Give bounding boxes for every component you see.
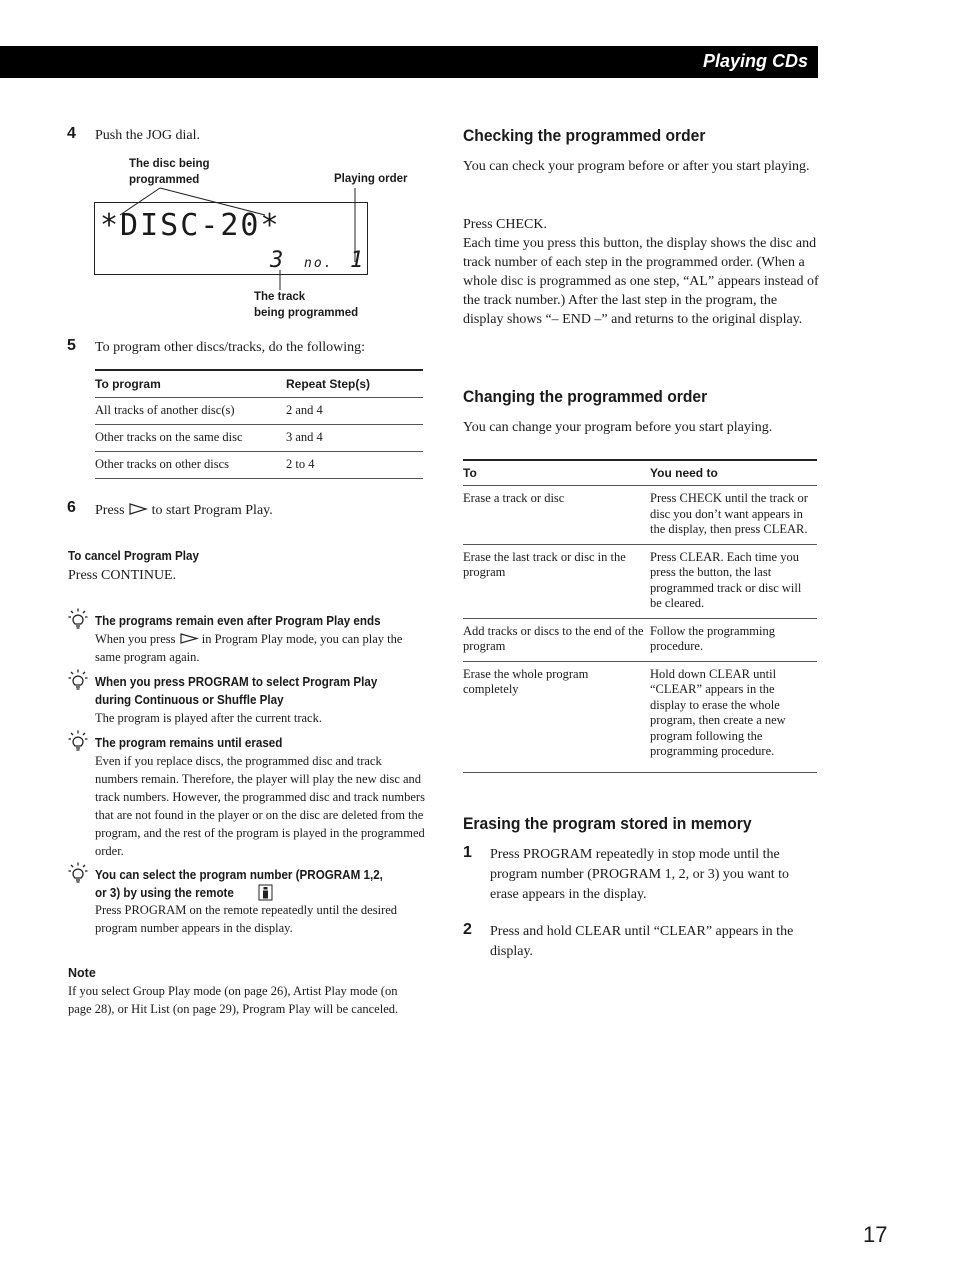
changing-heading: Changing the programmed order xyxy=(463,387,708,406)
label-disc-being-programmed: The disc being programmed xyxy=(129,158,210,186)
step-4-text: Push the JOG dial. xyxy=(95,128,200,143)
cancel-heading: To cancel Program Play xyxy=(68,549,199,563)
table-cell: Follow the programming procedure. xyxy=(650,618,817,661)
step-6-text xyxy=(95,501,273,520)
step-4-number: 4 xyxy=(67,125,76,142)
checking-intro: You can check your program before or after you start playing. xyxy=(463,159,810,174)
table-header: To xyxy=(463,460,650,486)
remote-icon xyxy=(258,884,273,901)
tip-2-text: The program is played after the current track. xyxy=(95,711,322,725)
checking-press: Press CHECK. xyxy=(463,217,548,232)
checking-text: Each time you press this button, the display shows the disc and track number of each step in the programmed order. (When a whole disc is programmed as one step, “AL” appears instead of the track number.) After the last step in the program, the display shows “– END –” and returns to the original display. xyxy=(463,236,819,327)
table-row xyxy=(463,486,817,545)
tip-1-heading: The programs remain even after Program Play ends xyxy=(95,614,381,628)
table-header: To program xyxy=(95,370,286,398)
tip-1-text-after: in Program Play mode, you can play the same program again. xyxy=(95,632,403,664)
note-heading: Note xyxy=(68,966,96,980)
changing-intro: You can change your program before you start playing. xyxy=(463,420,773,435)
table-cell: Erase the whole program completely xyxy=(463,661,650,772)
tip-4-heading-line1: You can select the program number (PROGRAM 1,2, xyxy=(95,868,383,882)
erasing-heading: Erasing the program stored in memory xyxy=(463,814,752,833)
step-5-number: 5 xyxy=(67,337,76,354)
tip-3-text: Even if you replace discs, the programmed disc and track numbers remain. Therefore, the player will play the new disc and track numbers. However, the programmed disc and track numbers that are not found in the player or on the disc are deleted from the program, and the rest of the program is played in the programmed order. xyxy=(95,754,425,858)
step-5-text: To program other discs/tracks, do the following: xyxy=(95,340,366,355)
tip-4-text: Press PROGRAM on the remote repeatedly until the desired program number appears in the display. xyxy=(95,903,398,935)
tip-2-heading-line1: When you press PROGRAM to select Program Play xyxy=(95,675,378,689)
lcd-track-number: 3 xyxy=(270,248,284,273)
lcd-no-label: no. xyxy=(304,256,334,271)
step-6-text-before: Press xyxy=(95,503,125,518)
table-header: Repeat Step(s) xyxy=(286,370,423,398)
lightbulb-icon xyxy=(68,608,88,630)
label-track-being-programmed: The track being programmed xyxy=(254,291,359,319)
section-title: Playing CDs xyxy=(702,51,808,71)
step-6-text-after: to start Program Play. xyxy=(151,503,273,518)
tip-1-text xyxy=(95,630,425,666)
table-cell: Erase the last track or disc in the program xyxy=(463,544,650,618)
repeat-steps-table xyxy=(95,369,423,479)
table-row xyxy=(463,661,817,772)
table-cell: Erase a track or disc xyxy=(463,486,650,545)
table-row xyxy=(95,398,423,425)
cancel-text: Press CONTINUE. xyxy=(68,568,177,583)
table-cell: Other tracks on other discs xyxy=(95,452,286,479)
table-cell: Press CLEAR. Each time you press the button, the last programmed track or disc will be cleared. xyxy=(650,544,817,618)
tip-4-heading-line2: or 3) by using the remote xyxy=(95,886,234,900)
change-order-table xyxy=(463,459,817,773)
table-cell: Other tracks on the same disc xyxy=(95,425,286,452)
tip-1-text-before: When you press xyxy=(95,632,176,646)
table-header: You need to xyxy=(650,460,817,486)
step-6-number: 6 xyxy=(67,499,76,516)
lightbulb-icon xyxy=(68,862,88,884)
table-cell: 2 to 4 xyxy=(286,452,423,479)
erase-step-1-number: 1 xyxy=(463,844,472,861)
label-playing-order: Playing order xyxy=(334,173,408,185)
table-row xyxy=(463,618,817,661)
play-icon xyxy=(128,503,148,515)
table-cell: 3 and 4 xyxy=(286,425,423,452)
checking-heading: Checking the programmed order xyxy=(463,126,706,145)
table-row xyxy=(95,452,423,479)
tip-3-heading: The program remains until erased xyxy=(95,736,283,750)
erase-step-2-number: 2 xyxy=(463,921,472,938)
page-number: 17 xyxy=(863,1222,888,1247)
table-cell: Add tracks or discs to the end of the program xyxy=(463,618,650,661)
lightbulb-icon xyxy=(68,730,88,752)
lcd-playing-order: 1 xyxy=(350,248,364,273)
lcd-disc-readout: *DISC-20* xyxy=(100,208,281,243)
lightbulb-icon xyxy=(68,669,88,691)
erase-step-1-text: Press PROGRAM repeatedly in stop mode until the program number (PROGRAM 1, 2, or 3) you want to erase appears in the display. xyxy=(490,847,790,902)
table-cell: Hold down CLEAR until “CLEAR” appears in the display to erase the whole program, then create a new program following the programming procedure. xyxy=(650,661,817,772)
table-cell: All tracks of another disc(s) xyxy=(95,398,286,425)
tip-2-heading-line2: during Continuous or Shuffle Play xyxy=(95,693,284,707)
erase-step-2-text: Press and hold CLEAR until “CLEAR” appears in the display. xyxy=(490,924,794,959)
table-row xyxy=(95,425,423,452)
play-icon xyxy=(179,633,199,644)
table-cell: Press CHECK until the track or disc you don’t want appears in the display, then press CLEAR. xyxy=(650,486,817,545)
note-text: If you select Group Play mode (on page 26), Artist Play mode (on page 28), or Hit List (on page 29), Program Play will be canceled. xyxy=(68,984,399,1016)
table-row xyxy=(463,544,817,618)
table-cell: 2 and 4 xyxy=(286,398,423,425)
